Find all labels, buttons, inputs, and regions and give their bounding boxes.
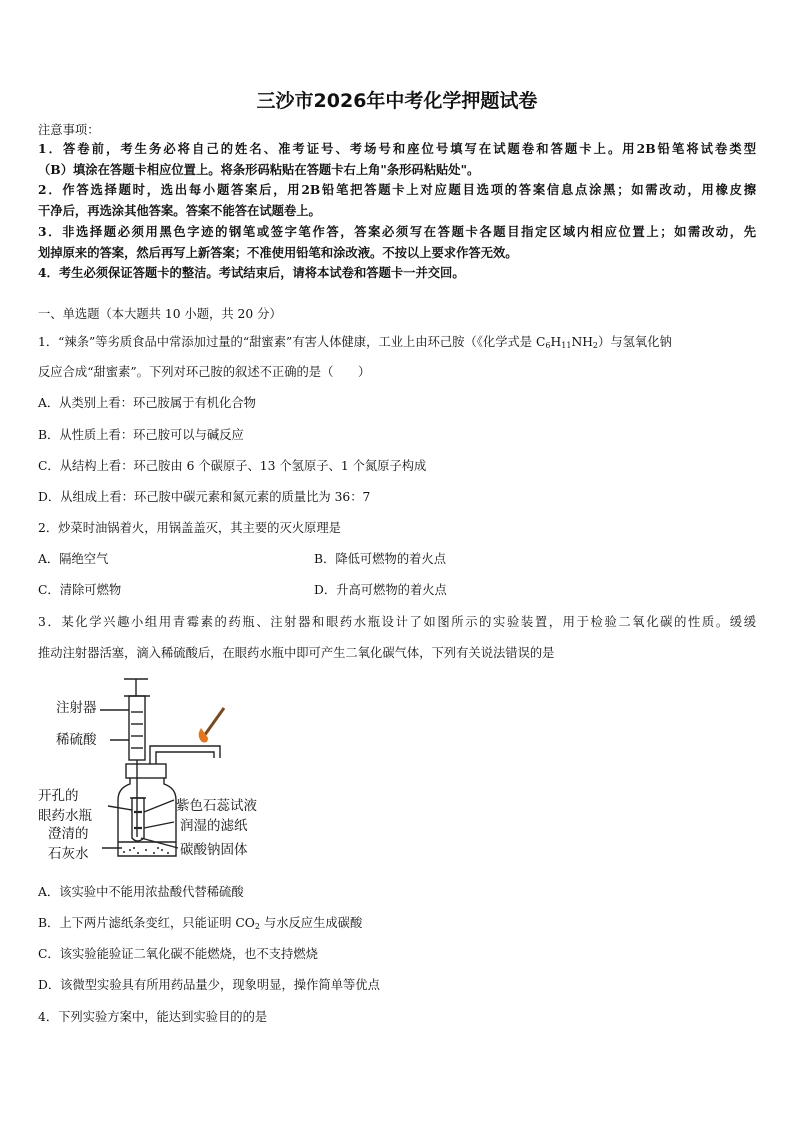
q3-optb-subscript: 2 <box>254 922 260 931</box>
question-2-option-a: A．隔绝空气 <box>38 552 109 566</box>
q3-optb-text-a: B．上下两片滤纸条变红，只能证明 CO <box>38 916 255 930</box>
notice-item-3-line-1: 3．非选择题必须用黑色字迹的钢笔或签字笔作答，答案必须写在答题卡各题目指定区域内相应位置上；如需改动，先 <box>38 224 756 239</box>
q3-optb-text-b: 与水反应生成碳酸 <box>259 916 363 930</box>
label-sodium-carbonate: 碳酸钠固体 <box>180 842 248 858</box>
label-limewater-1: 澄清的 <box>48 826 89 842</box>
label-eye-drop-bottle-2: 眼药水瓶 <box>38 808 92 824</box>
notice-heading: 注意事项： <box>38 123 100 137</box>
label-litmus-solution: 紫色石蕊试液 <box>176 798 257 814</box>
label-limewater-2: 石灰水 <box>48 846 89 862</box>
notice-item-4: 4．考生必须保证答题卡的整洁。考试结束后，请将本试卷和答题卡一并交回。 <box>38 265 465 280</box>
exam-title: 三沙市2026年中考化学押题试卷 <box>256 90 538 112</box>
notice-item-1-line-2: （B）填涂在答题卡相应位置上。将条形码粘贴在答题卡右上角"条形码粘贴处"。 <box>38 162 480 177</box>
q1-stem-text-c: NH <box>571 335 593 349</box>
question-3-option-b <box>38 915 362 931</box>
label-dilute-sulfuric-acid: 稀硫酸 <box>56 732 97 748</box>
q1-stem-text-b: H <box>550 335 562 349</box>
q1-stem-text-d: ）与氢氧化钠 <box>598 335 672 349</box>
question-3-stem-line-2: 推动注射器活塞，滴入稀硫酸后，在眼药水瓶中即可产生二氧化碳气体，下列有关说法错误的是 <box>38 646 555 660</box>
label-syringe: 注射器 <box>56 700 97 716</box>
question-3-option-c: C．该实验能验证二氧化碳不能燃烧，也不支持燃烧 <box>38 947 318 961</box>
notice-item-2-line-2: 干净后，再选涂其他答案。答案不能答在试题卷上。 <box>38 203 321 218</box>
question-1-stem-line-1 <box>38 334 672 350</box>
question-2-option-d: D．升高可燃物的着火点 <box>314 583 447 597</box>
q1-subscript-hydrogen: 11 <box>561 341 572 350</box>
question-4-stem: 4．下列实验方案中，能达到实验目的的是 <box>38 1010 268 1024</box>
question-2-option-c: C．清除可燃物 <box>38 583 122 597</box>
section-heading: 一、单选题（本大题共 10 小题，共 20 分） <box>38 307 282 321</box>
label-wet-filter-paper: 润湿的滤纸 <box>180 818 248 834</box>
notice-item-1-line-1: 1．答卷前，考生务必将自己的姓名、准考证号、考场号和座位号填写在试题卷和答题卡上。用2B铅笔将试卷类型 <box>38 141 756 156</box>
question-1-option-b: B．从性质上看：环己胺可以与碱反应 <box>38 428 244 442</box>
q1-subscript-nh: 2 <box>592 341 599 350</box>
notice-item-3-line-2: 划掉原来的答案，然后再写上新答案；不准使用铅笔和涂改液。不按以上要求作答无效。 <box>38 245 518 260</box>
q1-stem-text-a: 1．“辣条”等劣质食品中常添加过量的“甜蜜素”有害人体健康，工业上由环己胺（《化学式是 C <box>38 335 546 349</box>
question-1-stem-line-2: 反应合成“甜蜜素”。下列对环己胺的叙述不正确的是（ ） <box>38 365 371 379</box>
question-3-option-a: A．该实验中不能用浓盐酸代替稀硫酸 <box>38 885 244 899</box>
experiment-apparatus-figure <box>38 672 278 864</box>
q1-subscript-carbon: 6 <box>545 341 551 350</box>
question-3-stem-line-1: 3．某化学兴趣小组用青霉素的药瓶、注射器和眼药水瓶设计了如图所示的实验装置，用于检验二氧化碳的性质。缓缓 <box>38 615 756 629</box>
question-1-option-a: A．从类别上看：环己胺属于有机化合物 <box>38 396 256 410</box>
question-1-option-d: D．从组成上看：环己胺中碳元素和氮元素的质量比为 36：7 <box>38 490 371 504</box>
question-2-option-b: B．降低可燃物的着火点 <box>314 552 447 566</box>
question-1-option-c: C．从结构上看：环己胺由 6 个碳原子、13 个氢原子、1 个氮原子构成 <box>38 459 427 473</box>
notice-item-2-line-1: 2．作答选择题时，选出每小题答案后，用2B铅笔把答题卡上对应题目选项的答案信息点涂黑；如需改动，用橡皮擦 <box>38 182 756 197</box>
label-eye-drop-bottle-1: 开孔的 <box>38 788 79 804</box>
question-2-stem: 2．炒菜时油锅着火，用锅盖盖灭，其主要的灭火原理是 <box>38 521 341 535</box>
question-3-option-d: D．该微型实验具有所用药品量少，现象明显，操作简单等优点 <box>38 978 380 992</box>
